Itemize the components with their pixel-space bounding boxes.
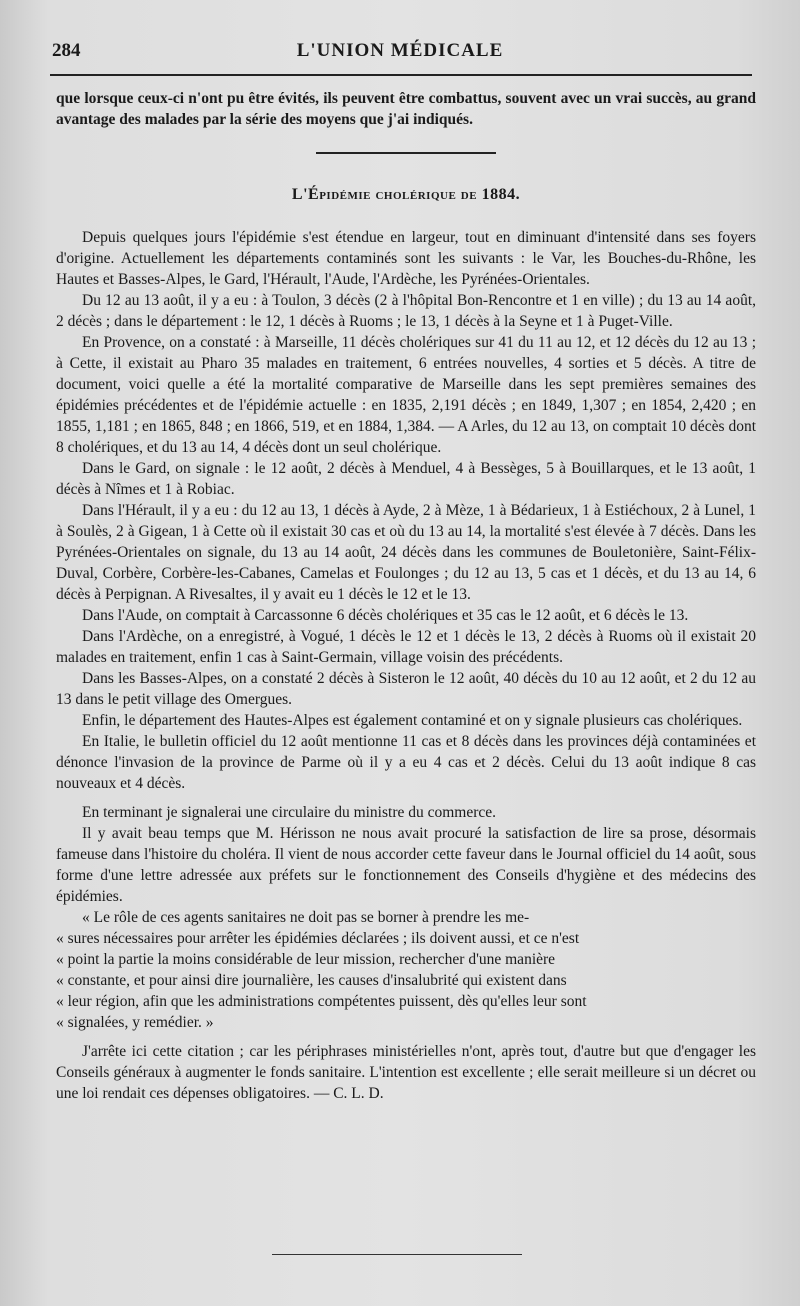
footer-rule (272, 1254, 522, 1255)
report-paragraphs (56, 227, 756, 794)
quote-line: « constante, et pour ainsi dire journalière, les causes d'insalubrité qui existent dans (56, 972, 567, 989)
commentary-paragraphs (56, 802, 756, 907)
header-rule (50, 74, 752, 76)
quote-line: « signalées, y remédier. » (56, 1014, 214, 1031)
paragraph: En Italie, le bulletin officiel du 12 août mentionne 11 cas et 8 décès dans les provinces déjà contaminées et dénonce l'invasion de la province de Parme où il y a eu 4 cas et 2 décès. Celui du 13 août indique 8 cas nouveaux et 4 décès. (56, 733, 756, 792)
paragraph: Du 12 au 13 août, il y a eu : à Toulon, 3 décès (2 à l'hôpital Bon-Rencontre et 1 en ville) ; du 13 au 14 août, 2 décès ; dans le département : le 12, 1 décès à Ruoms ; le 13, 1 décès à la Seyne et 1 à Puget-Ville. (56, 292, 756, 330)
paragraph: Dans les Basses-Alpes, on a constaté 2 décès à Sisteron le 12 août, 40 décès du 10 au 12 août, et 2 du 12 au 13 dans le petit village des Omergues. (56, 670, 756, 708)
page-header (50, 40, 750, 70)
paragraph-gap (56, 1033, 756, 1041)
quote-line: « leur région, afin que les administrations compétentes puissent, dès qu'elles leur sont (56, 993, 587, 1010)
quote-line: « point la partie la moins considérable de leur mission, rechercher d'une manière (56, 951, 556, 968)
running-head: L'UNION MÉDICALE (296, 40, 504, 61)
quote-line: « sures nécessaires pour arrêter les épidémies déclarées ; ils doivent aussi, et ce n'est (56, 930, 580, 947)
paragraph: En Provence, on a constaté : à Marseille, 11 décès cholériques sur 41 du 11 au 12, et 12 décès du 12 au 13 ; à Cette, il existait au Pharo 35 malades en traitement, 6 entrées nouvelles, 4 sorties et 5 décès. A titre de document, voici quelle a été la mortalité comparative de Marseille dans les sept premières semaines des épidémies précédentes et de l'épidémie actuelle : en 1835, 2,191 décès ; en 1849, 1,307 ; en 1854, 2,420 ; en 1855, 1,181 ; en 1865, 848 ; en 1866, 519, et en 1884, 1,384. — A Arles, du 12 au 13, on comptait 10 décès dont 8 cholériques, et du 13 au 14, 4 décès dont un seul cholérique. (56, 334, 756, 456)
paragraph: Dans le Gard, on signale : le 12 août, 2 décès à Menduel, 4 à Bessèges, 5 à Bouillarques, et le 13 août, 1 décès à Nîmes et 1 à Robiac. (56, 460, 756, 498)
paragraph: En terminant je signalerai une circulaire du ministre du commerce. (82, 804, 497, 821)
closing-paragraph: J'arrête ici cette citation ; car les périphrases ministérielles n'ont, après tout, d'autre but que d'engager les Conseils généraux à augmenter le fonds sanitaire. L'intention est excellente ; elle serait meilleure si un décret ou une loi rendait ces dépenses obligatoires. — C. L. D. (56, 1043, 756, 1102)
section-separator (316, 152, 496, 154)
ministerial-quote (56, 907, 756, 1033)
paragraph-gap (56, 794, 756, 802)
paragraph: Dans l'Ardèche, on a enregistré, à Vogué, 1 décès le 12 et 1 décès le 13, 2 décès à Ruoms où il existait 20 malades en traitement, enfin 1 cas à Saint-Germain, village voisin des précédents. (56, 628, 756, 666)
paragraph: Enfin, le département des Hautes-Alpes est également contaminé et on y signale plusieurs cas cholériques. (82, 712, 743, 729)
section-title: L'Épidémie cholérique de 1884. (291, 186, 521, 203)
paragraph: Dans l'Aude, on comptait à Carcassonne 6 décès cholériques et 35 cas le 12 août, et 6 décès le 13. (82, 607, 689, 624)
paragraph: Il y avait beau temps que M. Hérisson ne nous avait procuré la satisfaction de lire sa prose, désormais fameuse dans l'histoire du choléra. Il vient de nous accorder cette faveur dans le Journal officiel du 14 août, sous forme d'une lettre adressée aux préfets sur le fonctionnement des Conseils d'hygiène et des médecins des épidémies. (56, 825, 756, 905)
paragraph: Depuis quelques jours l'épidémie s'est étendue en largeur, tout en diminuant d'intensité dans ses foyers d'origine. Actuellement les départements contaminés sont les suivants : le Var, les Bouches-du-Rhône, les Hautes et Basses-Alpes, le Gard, l'Hérault, l'Aude, l'Ardèche, les Pyrénées-Orientales. (56, 229, 756, 288)
quote-line: « Le rôle de ces agents sanitaires ne doit pas se borner à prendre les me- (82, 909, 530, 926)
paragraph: Dans l'Hérault, il y a eu : du 12 au 13, 1 décès à Ayde, 2 à Mèze, 1 à Bédarieux, 1 à Estiéchoux, 2 à Lunel, 1 à Soulès, 2 à Gigean, 1 à Cette où il existait 30 cas et où du 13 au 14, la mortalité s'est élevée à 7 décès. Dans les Pyrénées-Orientales on signale, du 13 au 14 août, 24 décès dans les communes de Bouletonière, Saint-Félix-Duval, Corbère, Corbère-les-Cabanes, Camelas et Foulonges ; du 12 au 13, 5 cas et 1 décès, et du 13 au 14, 6 décès à Perpignan. A Rivesaltes, il y avait eu 1 décès le 12 et le 13. (56, 502, 756, 603)
page-number: 284 (52, 40, 81, 61)
intro-paragraph: que lorsque ceux-ci n'ont pu être évités, ils peuvent être combattus, souvent avec un vrai succès, au grand avantage des malades par la série des moyens que j'ai indiqués. (56, 90, 756, 128)
article-body (56, 88, 756, 1104)
